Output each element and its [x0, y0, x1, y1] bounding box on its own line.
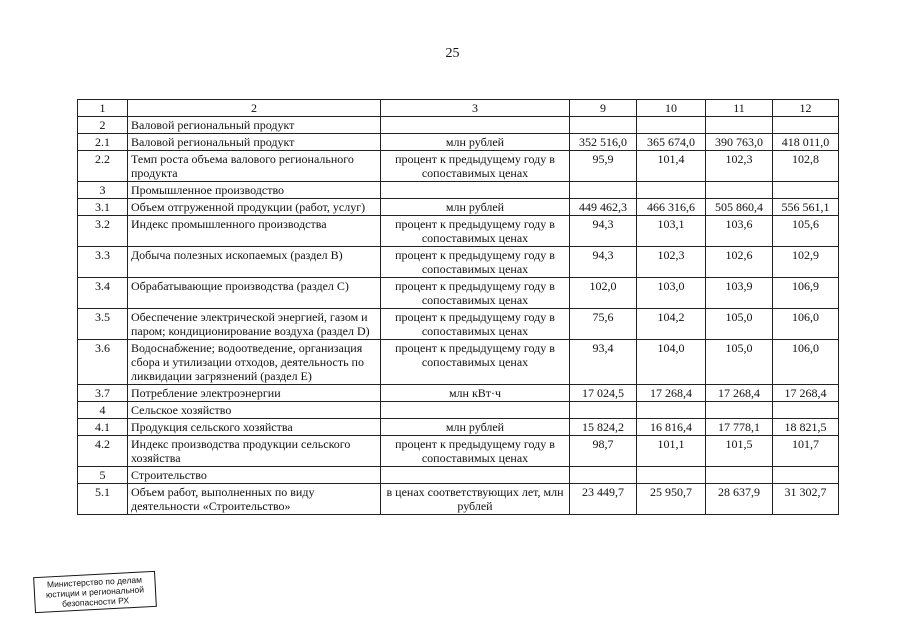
indicator-name-cell: Сельское хозяйство	[128, 402, 381, 419]
value-cell: 556 561,1	[773, 199, 839, 216]
table-row	[78, 151, 839, 182]
value-cell: 365 674,0	[637, 134, 706, 151]
value-cell: 102,8	[773, 151, 839, 182]
table-row	[78, 467, 839, 484]
value-cell: 105,0	[706, 340, 773, 385]
value-cell: 31 302,7	[773, 484, 839, 515]
value-cell: 418 011,0	[773, 134, 839, 151]
value-cell: 102,0	[570, 278, 637, 309]
column-header: 10	[637, 100, 706, 117]
unit-cell: процент к предыдущему году в сопоставимых ценах	[381, 247, 570, 278]
indicator-name-cell: Индекс промышленного производства	[128, 216, 381, 247]
row-number-cell: 3	[78, 182, 128, 199]
value-cell	[570, 182, 637, 199]
value-cell: 95,9	[570, 151, 637, 182]
value-cell: 106,0	[773, 309, 839, 340]
value-cell: 505 860,4	[706, 199, 773, 216]
table-row	[78, 484, 839, 515]
row-number-cell: 2	[78, 117, 128, 134]
indicator-name-cell: Объем отгруженной продукции (работ, услуг)	[128, 199, 381, 216]
table-row	[78, 117, 839, 134]
value-cell: 17 024,5	[570, 385, 637, 402]
value-cell	[706, 467, 773, 484]
unit-cell: процент к предыдущему году в сопоставимых ценах	[381, 436, 570, 467]
value-cell: 18 821,5	[773, 419, 839, 436]
value-cell: 94,3	[570, 247, 637, 278]
indicator-name-cell: Добыча полезных ископаемых (раздел B)	[128, 247, 381, 278]
value-cell: 28 637,9	[706, 484, 773, 515]
value-cell: 17 268,4	[773, 385, 839, 402]
table-row	[78, 199, 839, 216]
value-cell: 466 316,6	[637, 199, 706, 216]
unit-cell: процент к предыдущему году в сопоставимых ценах	[381, 151, 570, 182]
indicator-name-cell: Промышленное производство	[128, 182, 381, 199]
indicator-name-cell: Строительство	[128, 467, 381, 484]
value-cell: 101,4	[637, 151, 706, 182]
row-number-cell: 3.4	[78, 278, 128, 309]
column-header: 3	[381, 100, 570, 117]
value-cell	[706, 117, 773, 134]
value-cell	[570, 467, 637, 484]
value-cell: 17 268,4	[637, 385, 706, 402]
value-cell: 102,6	[706, 247, 773, 278]
statistics-table	[77, 99, 839, 515]
table-row	[78, 419, 839, 436]
value-cell: 103,0	[637, 278, 706, 309]
row-number-cell: 5	[78, 467, 128, 484]
unit-cell: млн рублей	[381, 199, 570, 216]
value-cell: 104,2	[637, 309, 706, 340]
table-row	[78, 134, 839, 151]
value-cell: 25 950,7	[637, 484, 706, 515]
indicator-name-cell: Потребление электроэнергии	[128, 385, 381, 402]
row-number-cell: 3.5	[78, 309, 128, 340]
value-cell: 17 268,4	[706, 385, 773, 402]
unit-cell: в ценах соответствующих лет, млн рублей	[381, 484, 570, 515]
row-number-cell: 4.2	[78, 436, 128, 467]
row-number-cell: 4.1	[78, 419, 128, 436]
indicator-name-cell: Водоснабжение; водоотведение, организация сбора и утилизации отходов, деятельность по ликвидации загрязнений (раздел E)	[128, 340, 381, 385]
value-cell: 94,3	[570, 216, 637, 247]
value-cell	[706, 182, 773, 199]
value-cell: 103,9	[706, 278, 773, 309]
row-number-cell: 3.3	[78, 247, 128, 278]
value-cell	[706, 402, 773, 419]
table-row	[78, 278, 839, 309]
page-number: 25	[445, 46, 460, 61]
unit-cell	[381, 117, 570, 134]
column-header: 1	[78, 100, 128, 117]
value-cell: 17 778,1	[706, 419, 773, 436]
value-cell	[637, 117, 706, 134]
value-cell: 449 462,3	[570, 199, 637, 216]
table-row	[78, 216, 839, 247]
value-cell: 103,6	[706, 216, 773, 247]
row-number-cell: 2.2	[78, 151, 128, 182]
value-cell: 104,0	[637, 340, 706, 385]
value-cell	[773, 467, 839, 484]
unit-cell	[381, 467, 570, 484]
table-row	[78, 309, 839, 340]
value-cell: 390 763,0	[706, 134, 773, 151]
value-cell: 98,7	[570, 436, 637, 467]
table-row	[78, 247, 839, 278]
unit-cell	[381, 402, 570, 419]
indicator-name-cell: Валовой региональный продукт	[128, 117, 381, 134]
table-row	[78, 436, 839, 467]
row-number-cell: 3.1	[78, 199, 128, 216]
column-header: 9	[570, 100, 637, 117]
value-cell	[570, 402, 637, 419]
value-cell: 106,9	[773, 278, 839, 309]
official-stamp: Министерство по делам юстиции и региональной безопасности РХ	[33, 571, 157, 613]
header-row	[78, 100, 839, 117]
unit-cell: млн кВт·ч	[381, 385, 570, 402]
value-cell: 16 816,4	[637, 419, 706, 436]
value-cell: 101,7	[773, 436, 839, 467]
row-number-cell: 2.1	[78, 134, 128, 151]
value-cell: 101,1	[637, 436, 706, 467]
indicator-name-cell: Темп роста объема валового регионального продукта	[128, 151, 381, 182]
value-cell	[773, 402, 839, 419]
unit-cell: процент к предыдущему году в сопоставимых ценах	[381, 216, 570, 247]
value-cell: 352 516,0	[570, 134, 637, 151]
value-cell: 15 824,2	[570, 419, 637, 436]
value-cell	[637, 467, 706, 484]
value-cell: 105,0	[706, 309, 773, 340]
value-cell	[773, 182, 839, 199]
indicator-name-cell: Объем работ, выполненных по виду деятельности «Строительство»	[128, 484, 381, 515]
row-number-cell: 3.6	[78, 340, 128, 385]
value-cell: 102,3	[706, 151, 773, 182]
value-cell: 75,6	[570, 309, 637, 340]
indicator-name-cell: Обрабатывающие производства (раздел C)	[128, 278, 381, 309]
value-cell: 105,6	[773, 216, 839, 247]
value-cell: 93,4	[570, 340, 637, 385]
indicator-name-cell: Валовой региональный продукт	[128, 134, 381, 151]
column-header: 2	[128, 100, 381, 117]
unit-cell: млн рублей	[381, 419, 570, 436]
value-cell: 102,9	[773, 247, 839, 278]
table-row	[78, 182, 839, 199]
value-cell	[570, 117, 637, 134]
row-number-cell: 4	[78, 402, 128, 419]
row-number-cell: 5.1	[78, 484, 128, 515]
table-row	[78, 340, 839, 385]
indicator-name-cell: Обеспечение электрической энергией, газом и паром; кондиционирование воздуха (раздел D)	[128, 309, 381, 340]
row-number-cell: 3.2	[78, 216, 128, 247]
value-cell: 102,3	[637, 247, 706, 278]
table-row	[78, 402, 839, 419]
indicator-name-cell: Продукция сельского хозяйства	[128, 419, 381, 436]
value-cell: 23 449,7	[570, 484, 637, 515]
unit-cell: процент к предыдущему году в сопоставимых ценах	[381, 309, 570, 340]
value-cell	[637, 182, 706, 199]
unit-cell: процент к предыдущему году в сопоставимых ценах	[381, 340, 570, 385]
value-cell: 103,1	[637, 216, 706, 247]
column-header: 11	[706, 100, 773, 117]
value-cell: 106,0	[773, 340, 839, 385]
table-row	[78, 385, 839, 402]
unit-cell: процент к предыдущему году в сопоставимых ценах	[381, 278, 570, 309]
unit-cell	[381, 182, 570, 199]
value-cell	[773, 117, 839, 134]
value-cell: 101,5	[706, 436, 773, 467]
unit-cell: млн рублей	[381, 134, 570, 151]
row-number-cell: 3.7	[78, 385, 128, 402]
indicator-name-cell: Индекс производства продукции сельского хозяйства	[128, 436, 381, 467]
column-header: 12	[773, 100, 839, 117]
value-cell	[637, 402, 706, 419]
